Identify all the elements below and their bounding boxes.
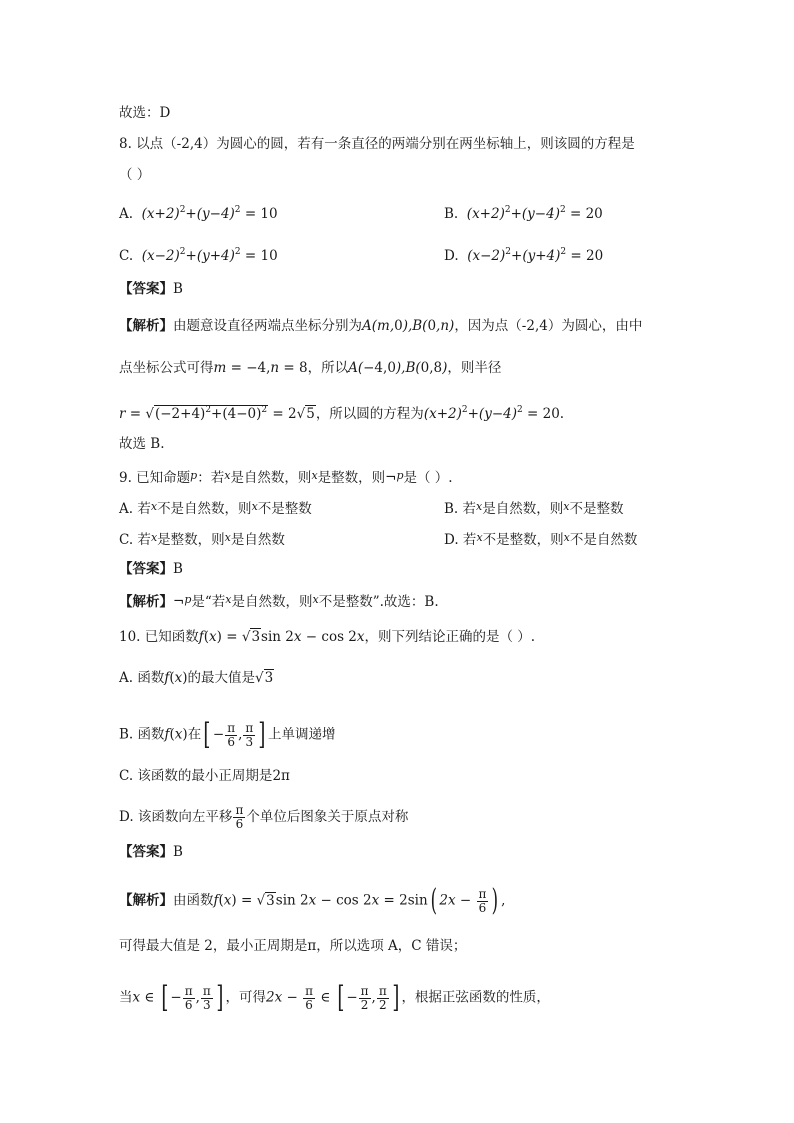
- q10-analysis-line2: 可得最大值是 2，最小正周期是π，所以选项 A，C 错误；: [119, 938, 467, 954]
- q10-analysis-line3: 当x ∈ [ − $\frac{\pi}{6}$ , $\frac{\pi}{3}$ ] ，可得2x − $\frac{\pi}{6}$ ∈ [ − $\frac{\pi}{2}$ , $\frac{\pi}{2}$ ] ，根据正弦函数的性质，: [119, 980, 550, 1015]
- q8-analysis-line3: $r = √(-2+4)^2+(4-0)^2 = 2√5$，所以圆的方程为$(x+2)^2+(y-4)^2 = 20$.: [119, 405, 565, 422]
- q8-option-a: A. $(x+2)^2+(y-4)^2 = 10$: [119, 205, 278, 222]
- q8-stem: 8. 以点（-2,4）为圆心的圆，若有一条直径的两端分别在两坐标轴上，则该圆的方程是: [119, 136, 635, 152]
- q10-stem: 10. 已知函数f(x) = √3sin 2x − cos 2x，则下列结论正确的是（ ）.: [119, 629, 536, 645]
- q9-option-a: A. 若$^x$不是自然数，则$^x$不是整数: [119, 500, 312, 517]
- q10-option-b: B. 函数f(x)在[ − $\frac{\pi}{6}$ , $\frac{\pi}{3}$ ] 上单调递增: [119, 717, 336, 752]
- q8-option-c: C. $(x-2)^2+(y+4)^2 = 10$: [119, 247, 278, 264]
- q8-option-d: D. $(x-2)^2+(y+4)^2 = 20$: [444, 247, 604, 264]
- q8-option-b: B. $(x+2)^2+(y-4)^2 = 20$: [444, 205, 603, 222]
- q9-analysis: 【解析】¬$^p$是“若$^x$是自然数，则$^x$不是整数”.故选：B.: [119, 593, 439, 610]
- q8-paren: （ ）: [119, 167, 151, 183]
- q9-answer: 【答案】B: [119, 561, 183, 577]
- q8-analysis-line1: 【解析】由题意设直径两端点坐标分别为A(m,0),B(0,n)，因为点（-2,4）为圆心，由中: [119, 318, 643, 334]
- q8-answer: 【答案】B: [119, 281, 183, 297]
- q9-stem: 9. 已知命题$^p$：若$^x$是自然数，则$^x$是整数，则¬$^p$是（ ）.: [119, 469, 453, 486]
- q10-answer: 【答案】B: [119, 844, 183, 860]
- q10-analysis-line1: 【解析】由函数f(x) = √3sin 2x − cos 2x = 2sin( 2x − $\frac{\pi}{6}$ ) ,: [119, 883, 506, 918]
- q9-option-c: C. 若$^x$是整数，则$^x$是自然数: [119, 531, 285, 548]
- q8-choose: 故选 B.: [119, 436, 165, 452]
- q10-option-a: A. 函数f(x)的最大值是√3: [119, 670, 274, 686]
- q9-option-b: B. 若$^x$是自然数，则$^x$不是整数: [444, 500, 624, 517]
- q10-option-d: D. 该函数向左平移 $\frac{\pi}{6}$ 个单位后图象关于原点对称: [119, 803, 409, 831]
- prev-answer-line: 故选：D: [119, 105, 171, 121]
- q9-option-d: D. 若$^x$不是整数，则$^x$不是自然数: [444, 531, 638, 548]
- q8-analysis-line2: 点坐标公式可得m = −4,n = 8，所以A(−4,0),B(0,8)，则半径: [119, 360, 502, 376]
- q10-option-c: C. 该函数的最小正周期是2π: [119, 768, 290, 784]
